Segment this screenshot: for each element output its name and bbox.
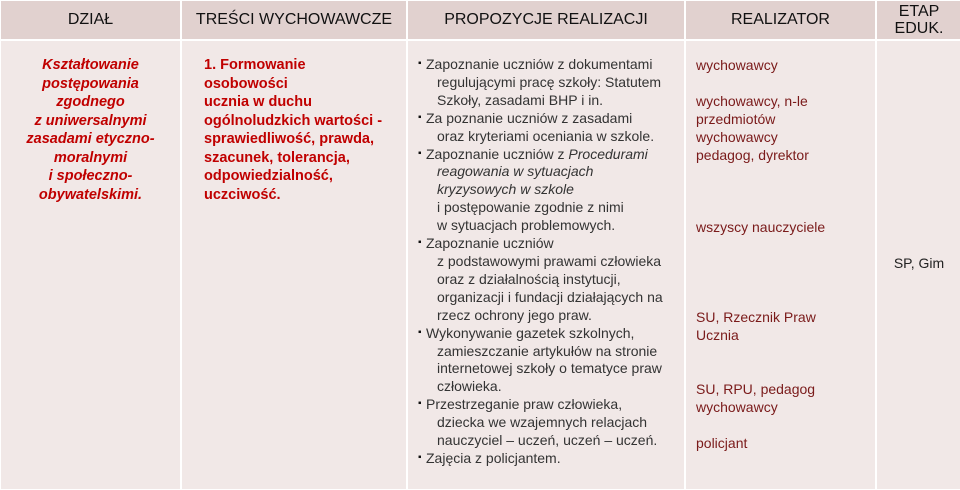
etap-value: SP, Gim xyxy=(893,255,945,271)
tresci-line: 1. Formowanie xyxy=(204,57,306,73)
proposal-text: internetowej szkoły o tematyce praw xyxy=(437,360,662,377)
proposal-text: Przestrzeganie praw człowieka, xyxy=(426,396,623,413)
realizator-entry: SU, RPU, pedagog xyxy=(696,381,816,397)
dzial-line: z uniwersalnymi xyxy=(34,112,147,129)
proposal-item xyxy=(418,396,678,450)
header-dzial-label: DZIAŁ xyxy=(67,11,114,28)
dzial-line: Kształtowanie xyxy=(42,57,139,73)
realizator-entry: wychowawcy, n-le xyxy=(696,93,808,109)
dzial-line: i społeczno- xyxy=(48,168,133,184)
proposal-text-italic: reagowania w sytuacjach xyxy=(437,163,594,180)
proposal-text: regulującymi pracę szkoły: Statutem xyxy=(437,73,662,90)
realizator-entry: przedmiotów xyxy=(696,111,776,127)
proposal-text: człowieka. xyxy=(437,378,502,395)
proposal-text: Szkoły, zasadami BHP i in. xyxy=(437,91,603,108)
dzial-line: postępowania xyxy=(42,75,139,92)
header-etap-line1: ETAP xyxy=(898,3,940,20)
cell-tresci xyxy=(182,41,406,489)
proposal-item xyxy=(418,146,678,236)
proposal-text: w sytuacjach problemowych. xyxy=(437,217,616,234)
header-tresci xyxy=(182,1,406,39)
proposal-text: oraz z działalnością instytucji, xyxy=(437,270,621,287)
header-etap xyxy=(877,1,960,39)
tresci-line: szacunek, tolerancja, xyxy=(204,149,350,166)
proposal-item xyxy=(418,235,678,325)
realizator-entry: wychowawcy xyxy=(696,399,778,415)
dzial-line: obywatelskimi. xyxy=(38,186,143,203)
tresci-line: sprawiedliwość, prawda, xyxy=(204,131,375,147)
header-etap-line2: EDUK. xyxy=(894,20,944,37)
square-bullet-icon: ▪ xyxy=(418,237,422,249)
proposal-text: rzecz ochrony jego praw. xyxy=(437,306,592,323)
square-bullet-icon: ▪ xyxy=(418,398,422,410)
realizator-entry: policjant xyxy=(696,435,748,451)
tresci-line: uczciwość. xyxy=(204,186,281,203)
proposal-text: Wykonywanie gazetek szkolnych, xyxy=(426,324,635,341)
proposal-text: zamieszczanie artykułów na stronie xyxy=(437,342,658,359)
proposal-text: organizacji i fundacji działających na xyxy=(437,288,663,305)
header-realizator-label: REALIZATOR xyxy=(731,11,830,28)
realizator-entry: pedagog, dyrektor xyxy=(696,147,809,163)
square-bullet-icon: ▪ xyxy=(418,147,422,159)
realizator-entry: wychowawcy xyxy=(696,57,778,73)
tresci-line: odpowiedzialność, xyxy=(204,168,333,184)
proposal-item xyxy=(418,325,678,397)
proposal-item xyxy=(418,56,678,110)
square-bullet-icon: ▪ xyxy=(418,326,422,338)
realizator-entry: Ucznia xyxy=(696,327,739,343)
header-dzial xyxy=(1,1,180,39)
realizator-entry: SU, Rzecznik Praw xyxy=(696,309,816,325)
header-tresci-label: TREŚCI WYCHOWAWCZE xyxy=(195,11,393,28)
square-bullet-icon: ▪ xyxy=(418,58,422,69)
cell-propozycje xyxy=(408,41,684,489)
proposal-item xyxy=(418,450,678,468)
proposal-text: oraz kryteriami oceniania w szkole. xyxy=(437,127,655,144)
proposal-text: Zapoznanie uczniów xyxy=(426,235,554,252)
proposal-text-italic: Procedurami xyxy=(568,145,648,162)
realizator-entry: wychowawcy xyxy=(696,129,778,145)
proposal-text: Zajęcia z policjantem. xyxy=(426,449,561,466)
tresci-line: osobowości xyxy=(204,75,288,92)
proposal-text: i postępowanie zgodnie z nimi xyxy=(437,199,624,216)
dzial-line: zgodnego xyxy=(56,94,125,110)
proposal-text: dziecka we wzajemnych relacjach xyxy=(437,414,648,431)
square-bullet-icon: ▪ xyxy=(418,451,422,463)
cell-etap xyxy=(877,41,960,489)
proposal-text: Zapoznanie uczniów z dokumentami xyxy=(426,56,653,72)
dzial-line: moralnymi xyxy=(53,149,128,166)
proposal-text: Za poznanie uczniów z zasadami xyxy=(426,109,633,126)
proposal-text: nauczyciel – uczeń, uczeń – uczeń. xyxy=(437,432,658,449)
header-realizator xyxy=(686,1,875,39)
cell-dzial xyxy=(1,41,180,489)
tresci-line: ogólnoludzkich wartości - xyxy=(204,112,383,129)
square-bullet-icon: ▪ xyxy=(418,111,422,123)
realizator-entry: wszyscy nauczyciele xyxy=(696,219,826,235)
dzial-line: zasadami etyczno- xyxy=(26,131,155,147)
tresci-line: ucznia w duchu xyxy=(204,94,312,110)
cell-realizator xyxy=(686,41,875,489)
proposal-item xyxy=(418,110,678,146)
proposal-text: z podstawowymi prawami człowieka xyxy=(437,252,662,269)
header-propozycje xyxy=(408,1,684,39)
header-propozycje-label: PROPOZYCJE REALIZACJI xyxy=(444,11,648,28)
proposal-text-italic: kryzysowych w szkole xyxy=(437,181,574,198)
proposal-text: Zapoznanie uczniów z xyxy=(426,145,569,162)
